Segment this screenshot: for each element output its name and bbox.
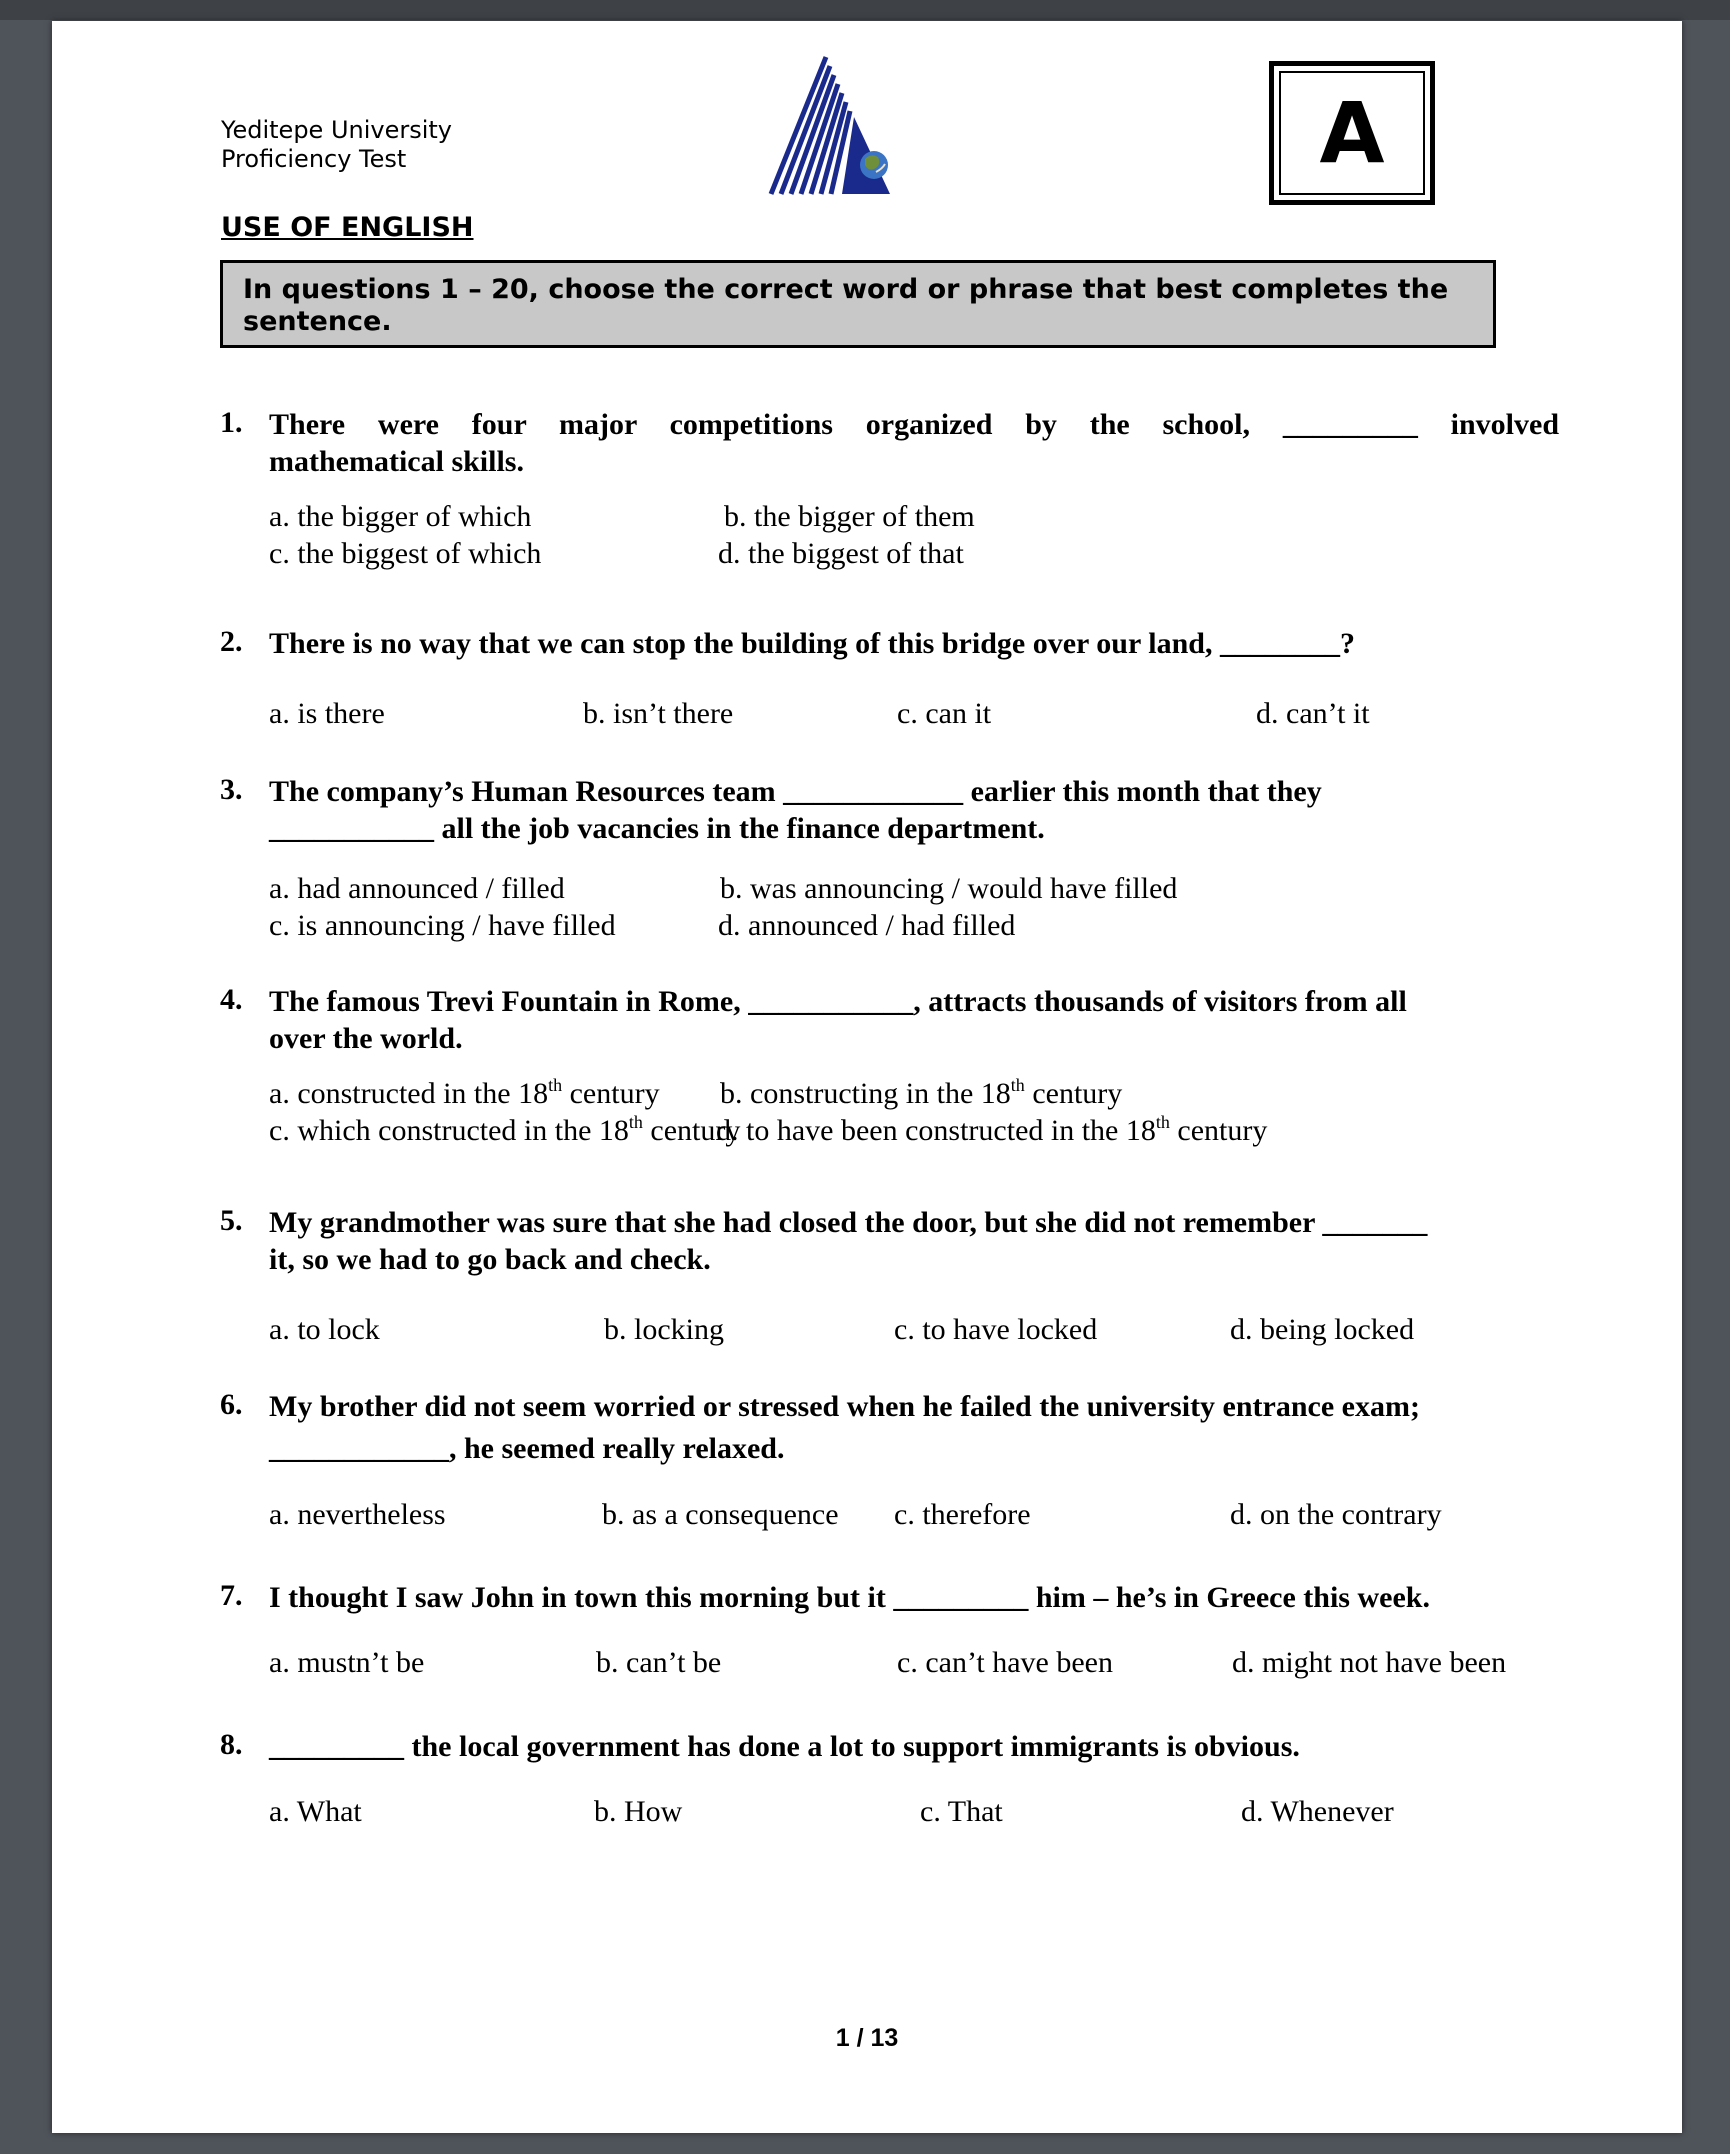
option-text: century <box>562 1077 660 1110</box>
option-d[interactable]: d. the biggest of that <box>718 537 964 570</box>
option-b[interactable]: b. isn’t there <box>583 697 734 730</box>
option-b[interactable]: b. locking <box>604 1313 724 1346</box>
section-title: USE OF ENGLISH <box>221 212 474 243</box>
page-number: 1 / 13 <box>835 2024 899 2052</box>
option-a[interactable]: a. to lock <box>269 1313 380 1346</box>
option-b[interactable] <box>720 1077 1122 1111</box>
option-c[interactable]: c. is announcing / have filled <box>269 909 616 942</box>
option-c[interactable]: c. the biggest of which <box>269 537 542 570</box>
option-text: a. constructed in the 18 <box>269 1077 549 1110</box>
university-logo <box>766 37 936 197</box>
option-d[interactable]: d. might not have been <box>1232 1646 1507 1679</box>
viewer-toolbar <box>0 0 1730 20</box>
option-c[interactable]: c. That <box>920 1795 1003 1828</box>
question-text: There is no way that we can stop the building of this bridge over our land, ________? <box>269 627 1355 660</box>
option-c[interactable]: c. can it <box>897 697 992 730</box>
option-text: century <box>642 1114 741 1147</box>
question-number: 8. <box>220 1728 243 1761</box>
question-number: 3. <box>220 773 243 806</box>
option-a[interactable]: a. nevertheless <box>269 1498 446 1531</box>
question-text: ____________, he seemed really relaxed. <box>269 1432 785 1465</box>
question-number: 6. <box>220 1388 243 1421</box>
option-b[interactable]: b. can’t be <box>596 1646 722 1679</box>
question-text: The famous Trevi Fountain in Rome, ___________, attracts thousands of visitors from all <box>269 985 1407 1018</box>
option-c[interactable]: c. can’t have been <box>897 1646 1113 1679</box>
option-b[interactable]: b. as a consequence <box>602 1498 839 1531</box>
option-c[interactable] <box>269 1114 740 1148</box>
option-d[interactable]: d. being locked <box>1230 1313 1415 1346</box>
question-text: over the world. <box>269 1022 463 1055</box>
question-text: There were four major competitions organized by the school, _________ involved <box>269 408 1559 441</box>
option-text: c. which constructed in the 18 <box>269 1114 629 1147</box>
question-text: _________ the local government has done a lot to support immigrants is obvious. <box>269 1730 1300 1763</box>
question-number: 4. <box>220 983 243 1016</box>
option-b[interactable]: b. was announcing / would have filled <box>720 872 1178 905</box>
option-d[interactable] <box>716 1114 1267 1148</box>
option-a[interactable]: a. the bigger of which <box>269 500 532 533</box>
question-number: 7. <box>220 1579 243 1612</box>
option-d[interactable]: d. can’t it <box>1256 697 1370 730</box>
option-b[interactable]: b. How <box>594 1795 683 1828</box>
question-text: it, so we had to go back and check. <box>269 1243 711 1276</box>
booklet-code-box <box>1269 61 1435 205</box>
option-b[interactable]: b. the bigger of them <box>724 500 975 533</box>
option-a[interactable]: a. is there <box>269 697 385 730</box>
superscript: th <box>628 1112 643 1132</box>
option-text: d. to have been constructed in the 18 <box>716 1114 1156 1147</box>
test-name: Proficiency Test <box>221 145 407 173</box>
superscript: th <box>548 1075 563 1095</box>
option-text: century <box>1169 1114 1268 1147</box>
question-text: My brother did not seem worried or stressed when he failed the university entrance exam; <box>269 1390 1420 1423</box>
option-d[interactable]: d. announced / had filled <box>718 909 1016 942</box>
question-number: 5. <box>220 1204 243 1237</box>
option-c[interactable]: c. therefore <box>894 1498 1031 1531</box>
question-number: 2. <box>220 625 243 658</box>
institution-name: Yeditepe University <box>221 116 453 144</box>
question-text: ___________ all the job vacancies in the finance department. <box>269 812 1045 845</box>
option-a[interactable]: a. had announced / filled <box>269 872 565 905</box>
header-institution <box>221 116 452 174</box>
option-text: century <box>1024 1077 1123 1110</box>
option-a[interactable]: a. What <box>269 1795 362 1828</box>
superscript: th <box>1155 1112 1170 1132</box>
instruction-box: In questions 1 – 20, choose the correct word or phrase that best completes the sentence. <box>220 260 1496 348</box>
option-a[interactable] <box>269 1077 660 1111</box>
document-page <box>52 21 1682 2133</box>
question-text: I thought I saw John in town this morning but it _________ him – he’s in Greece this week. <box>269 1581 1430 1614</box>
question-number: 1. <box>220 406 243 439</box>
booklet-letter: A <box>1279 71 1425 195</box>
option-c[interactable]: c. to have locked <box>894 1313 1098 1346</box>
option-a[interactable]: a. mustn’t be <box>269 1646 425 1679</box>
option-text: b. constructing in the 18 <box>720 1077 1011 1110</box>
superscript: th <box>1010 1075 1025 1095</box>
question-text: The company’s Human Resources team ____________ earlier this month that they <box>269 775 1322 808</box>
question-text: mathematical skills. <box>269 445 524 478</box>
option-d[interactable]: d. on the contrary <box>1230 1498 1442 1531</box>
option-d[interactable]: d. Whenever <box>1241 1795 1394 1828</box>
question-text: My grandmother was sure that she had closed the door, but she did not remember _______ <box>269 1206 1428 1239</box>
